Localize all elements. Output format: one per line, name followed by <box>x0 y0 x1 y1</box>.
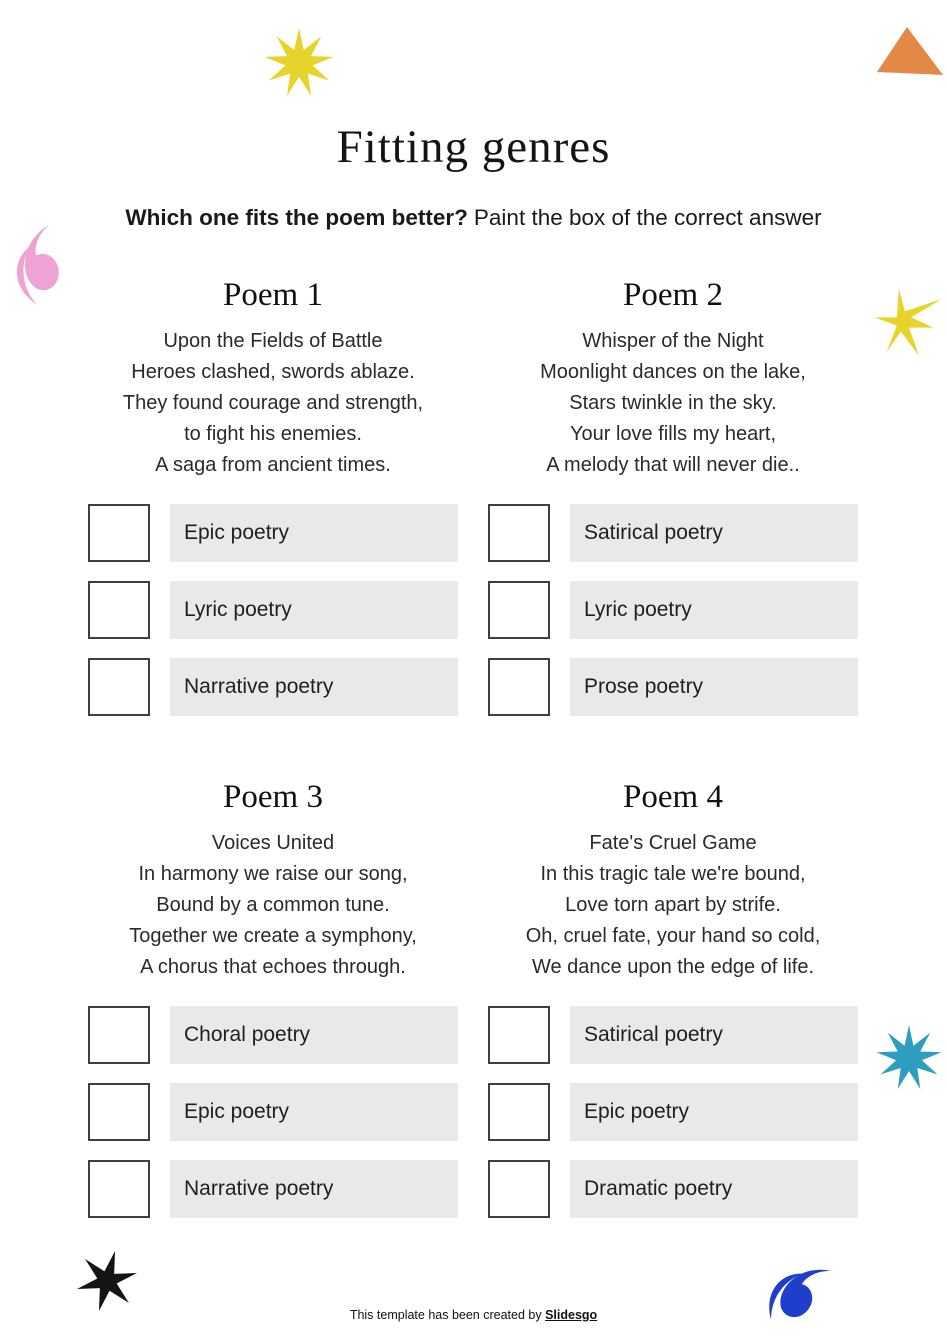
option-label: Prose poetry <box>570 658 858 716</box>
poem-line: In this tragic tale we're bound, <box>540 863 806 885</box>
option-label: Satirical poetry <box>570 504 858 562</box>
star-black-shape <box>77 1251 137 1311</box>
sparkle-yellow-icon <box>873 289 943 356</box>
answer-checkbox[interactable] <box>488 1160 550 1218</box>
page-title: Fitting genres <box>336 121 611 173</box>
poem-line: They found courage and strength, <box>122 392 424 414</box>
poem-line: Upon the Fields of Battle <box>163 330 383 352</box>
poem-text <box>488 326 858 481</box>
footer <box>0 1308 947 1322</box>
option-label: Lyric poetry <box>570 581 858 639</box>
poem-options <box>88 504 458 716</box>
star-yellow-icon <box>262 28 336 98</box>
poem-line: Love torn apart by strife. <box>565 894 781 916</box>
option-label: Dramatic poetry <box>570 1160 858 1218</box>
answer-checkbox[interactable] <box>488 658 550 716</box>
poem-line: Bound by a common tune. <box>156 894 390 916</box>
poem-line: Oh, cruel fate, your hand so cold, <box>525 925 821 947</box>
poem-section-3 <box>88 776 458 1218</box>
slidesgo-link[interactable]: Slidesgo <box>545 1308 598 1322</box>
poem-title: Poem 4 <box>623 779 723 815</box>
quote-pink-comma <box>25 225 59 290</box>
poem-section-4 <box>488 776 858 1218</box>
option-label: Narrative poetry <box>170 1160 458 1218</box>
poem-line: Whisper of the Night <box>582 330 764 352</box>
answer-checkbox[interactable] <box>488 504 550 562</box>
poem-title: Poem 1 <box>223 277 323 313</box>
poem-line: Heroes clashed, swords ablaze. <box>131 361 415 383</box>
poem-section-1 <box>88 274 458 716</box>
answer-checkbox[interactable] <box>488 1083 550 1141</box>
star-yellow-shape <box>265 28 334 96</box>
poem-line: Together we create a symphony, <box>129 925 417 947</box>
instructions-detail: Paint the box of the correct answer <box>473 205 822 230</box>
option-label: Epic poetry <box>170 504 458 562</box>
answer-checkbox[interactable] <box>488 581 550 639</box>
option-row <box>88 658 458 716</box>
answer-checkbox[interactable] <box>88 658 150 716</box>
poem-options <box>88 1006 458 1218</box>
footer-text: This template has been created by <box>349 1308 546 1322</box>
answer-checkbox[interactable] <box>88 504 150 562</box>
option-label: Narrative poetry <box>170 658 458 716</box>
option-label: Epic poetry <box>170 1083 458 1141</box>
star-black-icon <box>75 1250 139 1312</box>
option-row <box>488 1160 858 1218</box>
answer-checkbox[interactable] <box>488 1006 550 1064</box>
option-label: Epic poetry <box>570 1083 858 1141</box>
poem-line: Stars twinkle in the sky. <box>569 392 777 414</box>
poem-line: A melody that will never die.. <box>546 454 800 476</box>
option-row <box>488 658 858 716</box>
option-label: Lyric poetry <box>170 581 458 639</box>
instructions <box>0 205 947 231</box>
poem-line: A chorus that echoes through. <box>140 956 406 978</box>
option-row <box>88 1160 458 1218</box>
answer-checkbox[interactable] <box>88 581 150 639</box>
option-row <box>88 1083 458 1141</box>
triangle-orange-icon <box>877 27 943 75</box>
triangle-orange-shape <box>877 27 943 75</box>
poem-line: A saga from ancient times. <box>155 454 391 476</box>
poem-title: Poem 2 <box>623 277 723 313</box>
star-teal-icon <box>873 1025 945 1091</box>
option-label: Satirical poetry <box>570 1006 858 1064</box>
answer-checkbox[interactable] <box>88 1160 150 1218</box>
poem-line: In harmony we raise our song, <box>138 863 408 885</box>
poems-grid <box>88 274 858 1218</box>
option-row <box>88 504 458 562</box>
poem-text <box>88 326 458 481</box>
poem-text <box>88 828 458 983</box>
quote-pink-icon <box>6 223 64 309</box>
option-row <box>488 581 858 639</box>
poem-options <box>488 1006 858 1218</box>
poem-line: Moonlight dances on the lake, <box>540 361 806 383</box>
star-teal-shape <box>877 1025 942 1089</box>
option-label: Choral poetry <box>170 1006 458 1064</box>
poem-section-2 <box>488 274 858 716</box>
poem-options <box>488 504 858 716</box>
poem-line: Voices United <box>211 832 335 854</box>
instructions-question: Which one fits the poem better? <box>125 205 468 230</box>
option-row <box>488 1006 858 1064</box>
poem-line: Fate's Cruel Game <box>589 832 757 854</box>
answer-checkbox[interactable] <box>88 1006 150 1064</box>
answer-checkbox[interactable] <box>88 1083 150 1141</box>
option-row <box>88 1006 458 1064</box>
option-row <box>88 581 458 639</box>
poem-title: Poem 3 <box>223 779 323 815</box>
option-row <box>488 504 858 562</box>
option-row <box>488 1083 858 1141</box>
sparkle-yellow-shape <box>875 289 942 356</box>
poem-line: Your love fills my heart, <box>569 423 776 445</box>
poem-line: We dance upon the edge of life. <box>531 956 815 978</box>
poem-line: to fight his enemies. <box>184 423 362 445</box>
poem-text <box>488 828 858 983</box>
